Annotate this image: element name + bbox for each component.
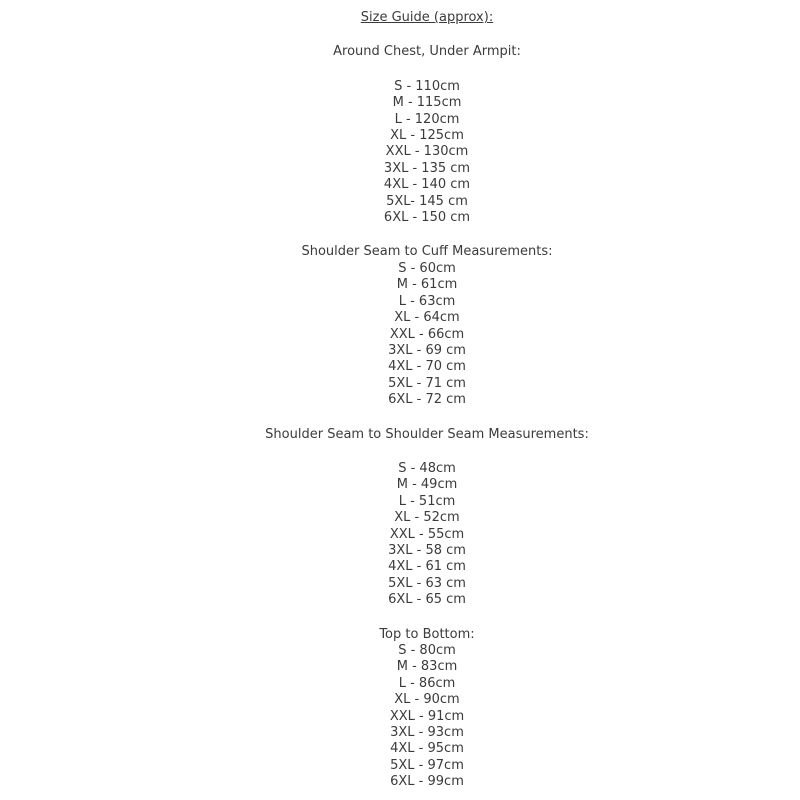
size-line: 3XL - 135 cm bbox=[383, 160, 471, 176]
size-line: 3XL - 58 cm bbox=[388, 542, 466, 558]
size-guide-document bbox=[54, 0, 800, 791]
size-line: XL - 52cm bbox=[394, 510, 460, 526]
section-header-around-chest: Around Chest, Under Armpit: bbox=[333, 44, 521, 60]
size-line: XXL - 66cm bbox=[389, 326, 465, 342]
size-list-shoulder-to-cuff bbox=[54, 261, 800, 409]
size-line: XXL - 55cm bbox=[389, 526, 465, 542]
size-line: 6XL - 99cm bbox=[390, 774, 464, 790]
size-line: 6XL - 72 cm bbox=[388, 392, 466, 408]
section-header-top-to-bottom: Top to Bottom: bbox=[379, 626, 475, 642]
size-line: 3XL - 69 cm bbox=[388, 342, 466, 358]
size-line: XL - 125cm bbox=[390, 128, 464, 144]
size-line: L - 51cm bbox=[398, 493, 456, 509]
size-list-shoulder-to-shoulder bbox=[54, 461, 800, 609]
section-shoulder-to-cuff bbox=[54, 244, 800, 408]
size-line: 5XL- 145 cm bbox=[386, 193, 468, 209]
size-line: L - 86cm bbox=[398, 675, 456, 691]
size-line: L - 63cm bbox=[398, 293, 456, 309]
size-line: L - 120cm bbox=[394, 111, 460, 127]
size-line: 5XL - 71 cm bbox=[388, 375, 466, 391]
size-line: XL - 64cm bbox=[394, 310, 460, 326]
size-line: 5XL - 97cm bbox=[390, 757, 464, 773]
size-line: XL - 90cm bbox=[394, 692, 460, 708]
size-line: 3XL - 93cm bbox=[390, 725, 464, 741]
size-line: XXL - 91cm bbox=[389, 708, 465, 724]
size-line: 4XL - 61 cm bbox=[388, 559, 466, 575]
size-list-top-to-bottom bbox=[54, 643, 800, 791]
section-header-shoulder-to-shoulder: Shoulder Seam to Shoulder Seam Measurements: bbox=[265, 426, 589, 442]
size-line: S - 48cm bbox=[398, 460, 456, 476]
section-header-shoulder-to-cuff: Shoulder Seam to Cuff Measurements: bbox=[301, 244, 553, 260]
size-line: 6XL - 150 cm bbox=[383, 210, 471, 226]
size-line: S - 60cm bbox=[398, 260, 456, 276]
size-line: S - 80cm bbox=[398, 643, 456, 658]
section-shoulder-to-shoulder bbox=[54, 427, 800, 609]
size-line: M - 83cm bbox=[396, 659, 458, 675]
size-line: 6XL - 65 cm bbox=[388, 592, 466, 608]
size-line: 4XL - 70 cm bbox=[388, 359, 466, 375]
section-around-chest bbox=[54, 44, 800, 226]
section-top-to-bottom bbox=[54, 627, 800, 791]
size-line: 5XL - 63 cm bbox=[388, 575, 466, 591]
size-line: M - 49cm bbox=[396, 477, 458, 493]
size-guide-title: Size Guide (approx): bbox=[360, 10, 494, 25]
size-line: M - 61cm bbox=[396, 277, 458, 293]
size-list-around-chest bbox=[54, 79, 800, 227]
size-line: M - 115cm bbox=[392, 95, 462, 111]
size-line: 4XL - 95cm bbox=[390, 741, 464, 757]
size-line: XXL - 130cm bbox=[385, 144, 469, 160]
size-line: S - 110cm bbox=[394, 78, 460, 94]
size-line: 4XL - 140 cm bbox=[383, 177, 471, 193]
